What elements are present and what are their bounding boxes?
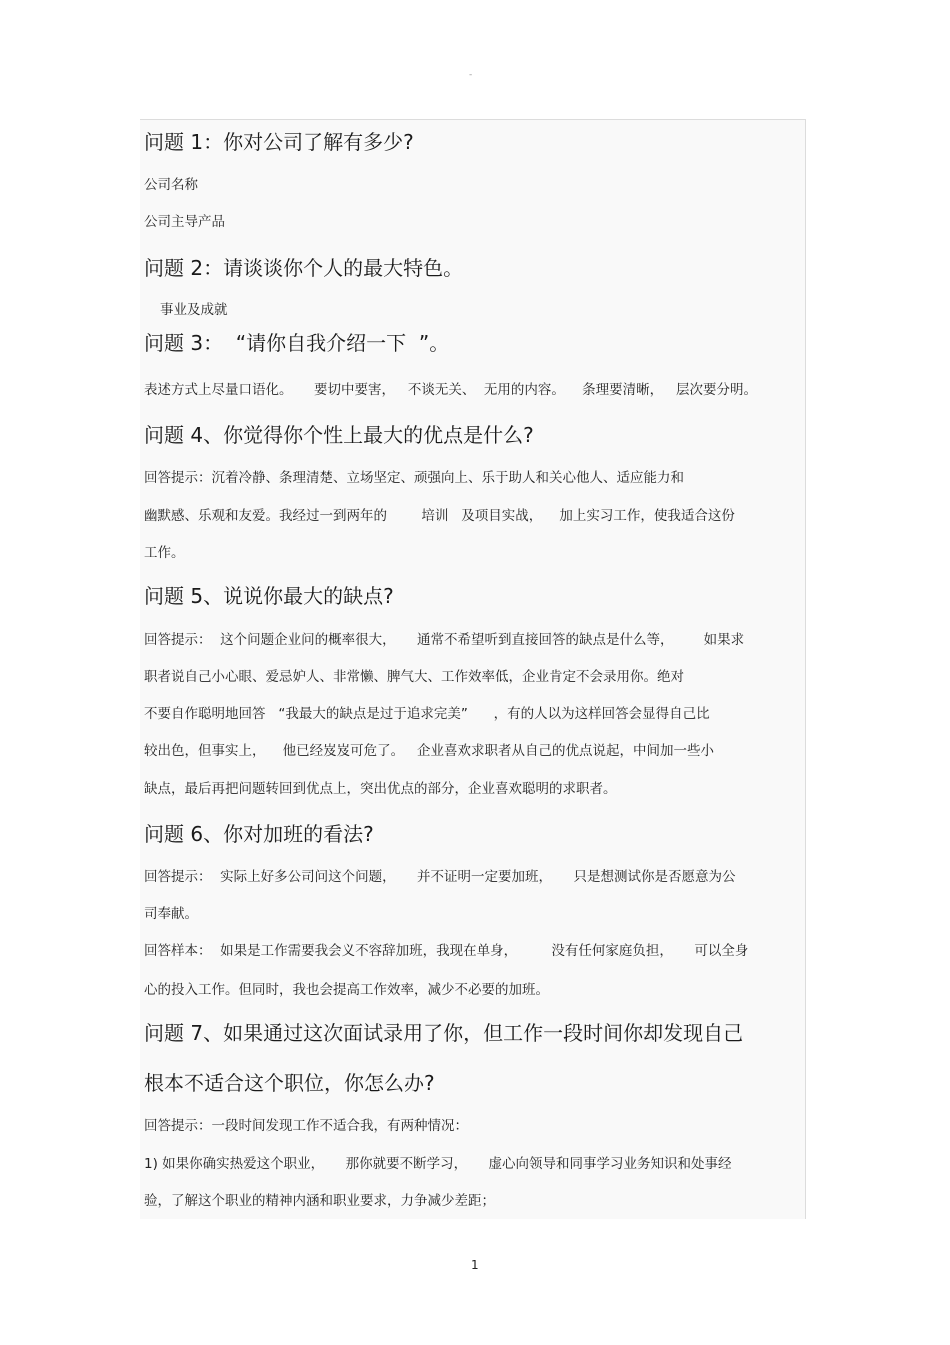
q1-line-1: 公司名称 (144, 177, 198, 193)
q6-line-3: 回答样本： 如果是工作需要我会义不容辞加班，我现在单身， 没有任何家庭负担， 可以全身 (144, 943, 749, 959)
q6-line-1: 回答提示： 实际上好多公司问这个问题， 并不证明一定要加班， 只是想测试你是否愿意为公 (144, 869, 736, 885)
q3-line-1: 表述方式上尽量口语化。 要切中要害， 不谈无关、 无用的内容。 条理要清晰， 层次要分明。 (144, 382, 757, 398)
q5-line-5: 缺点，最后再把问题转回到优点上，突出优点的部分，企业喜欢聪明的求职者。 (144, 781, 617, 797)
q7-line-2: 1) 如果你确实热爱这个职业， 那你就要不断学习， 虚心向领导和同事学习业务知识和处事经 (144, 1156, 732, 1172)
question-1-heading: 问题 1：你对公司了解有多少? (144, 130, 414, 154)
question-4-heading: 问题 4、你觉得你个性上最大的优点是什么? (144, 423, 534, 447)
top-mark: - (469, 70, 473, 80)
q4-line-1: 回答提示：沉着冷静、条理清楚、立场坚定、顽强向上、乐于助人和关心他人、适应能力和 (144, 470, 684, 486)
q5-line-2: 职者说自己小心眼、爱忌妒人、非常懒、脾气大、工作效率低，企业肯定不会录用你。绝对 (144, 669, 684, 685)
q4-line-2: 幽默感、乐观和友爱。我经过一到两年的 培训 及项目实战， 加上实习工作，使我适合这份 (144, 508, 735, 524)
question-7-heading-line-2: 根本不适合这个职位，你怎么办? (144, 1071, 435, 1095)
question-5-heading: 问题 5、说说你最大的缺点? (144, 584, 394, 608)
q7-line-1: 回答提示：一段时间发现工作不适合我，有两种情况： (144, 1118, 468, 1134)
q1-line-2: 公司主导产品 (144, 214, 225, 230)
q5-line-4: 较出色，但事实上， 他已经岌岌可危了。 企业喜欢求职者从自己的优点说起，中间加一些小 (144, 743, 715, 759)
question-3-heading: 问题 3： “请你自我介绍一下 ”。 (144, 331, 450, 355)
q4-line-3: 工作。 (144, 545, 185, 561)
page-number: 1 (471, 1258, 479, 1272)
q6-line-4: 心的投入工作。但同时，我也会提高工作效率，减少不必要的加班。 (144, 982, 549, 998)
q6-line-2: 司奉献。 (144, 906, 198, 922)
q7-line-3: 验，了解这个职业的精神内涵和职业要求，力争减少差距； (144, 1193, 495, 1209)
q5-line-1: 回答提示： 这个问题企业问的概率很大， 通常不希望听到直接回答的缺点是什么等， 如果求 (144, 632, 745, 648)
question-7-heading-line-1: 问题 7、如果通过这次面试录用了你，但工作一段时间你却发现自己 (144, 1021, 744, 1045)
question-2-heading: 问题 2：请谈谈你个人的最大特色。 (144, 256, 464, 280)
question-6-heading: 问题 6、你对加班的看法? (144, 822, 374, 846)
q5-line-3: 不要自作聪明地回答 “我最大的缺点是过于追求完美” ，有的人以为这样回答会显得自己比 (144, 706, 710, 722)
q2-line-1: 事业及成就 (160, 302, 228, 318)
